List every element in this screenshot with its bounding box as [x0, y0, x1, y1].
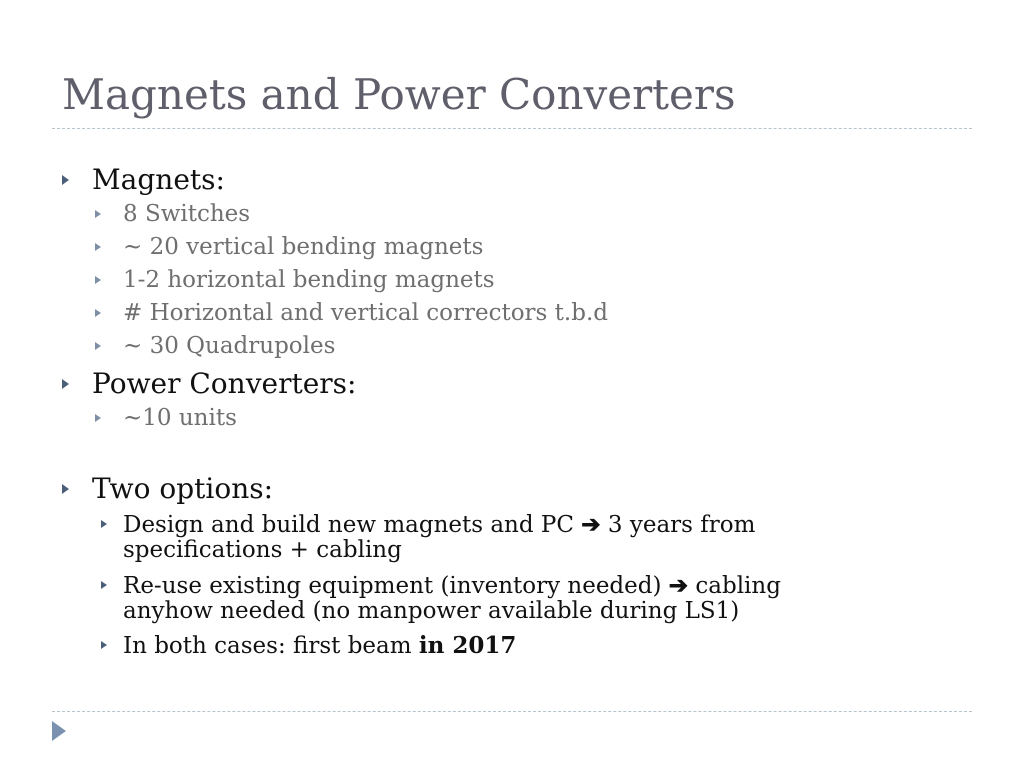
option-text: Re-use existing equipment (inventory needed) [123, 573, 662, 599]
triangle-bullet-icon [95, 210, 101, 218]
section-label-power-converters: Power Converters: [92, 367, 357, 400]
list-item: ~ 30 Quadrupoles [123, 333, 336, 359]
triangle-bullet-icon [62, 379, 69, 389]
footer-divider [52, 711, 972, 712]
list-item: ~ 20 vertical bending magnets [123, 234, 484, 260]
option-text: 3 years from [607, 512, 756, 538]
list-item: 1-2 horizontal bending magnets [123, 267, 495, 293]
triangle-bullet-icon [101, 581, 107, 589]
list-item: # Horizontal and vertical correctors t.b.d [123, 300, 608, 326]
triangle-bullet-icon [62, 175, 69, 185]
section-label-magnets: Magnets: [92, 163, 225, 196]
option-text: In both cases: first beam [123, 633, 412, 659]
arrow-icon: ➔ [668, 572, 689, 599]
triangle-bullet-icon [95, 414, 101, 422]
triangle-bullet-icon [95, 243, 101, 251]
option-text: Design and build new magnets and PC [123, 512, 574, 538]
next-slide-arrow-icon[interactable] [52, 721, 66, 741]
emphasis-year: in 2017 [418, 632, 517, 659]
triangle-bullet-icon [101, 641, 107, 649]
list-item: ~10 units [123, 405, 237, 431]
option-item-new-build-continued: specifications + cabling [123, 537, 402, 563]
triangle-bullet-icon [62, 484, 69, 494]
triangle-bullet-icon [95, 276, 101, 284]
list-item: 8 Switches [123, 201, 251, 227]
option-item-first-beam [123, 632, 516, 660]
option-text: cabling [695, 573, 781, 599]
slide-title: Magnets and Power Converters [62, 70, 736, 119]
option-item-reuse [123, 572, 781, 600]
section-label-two-options: Two options: [92, 472, 274, 505]
triangle-bullet-icon [95, 342, 101, 350]
triangle-bullet-icon [95, 309, 101, 317]
arrow-icon: ➔ [581, 511, 601, 538]
title-divider [52, 128, 972, 129]
triangle-bullet-icon [101, 520, 107, 528]
option-item-reuse-continued: anyhow needed (no manpower available during LS1) [123, 598, 740, 624]
option-item-new-build [123, 511, 755, 539]
